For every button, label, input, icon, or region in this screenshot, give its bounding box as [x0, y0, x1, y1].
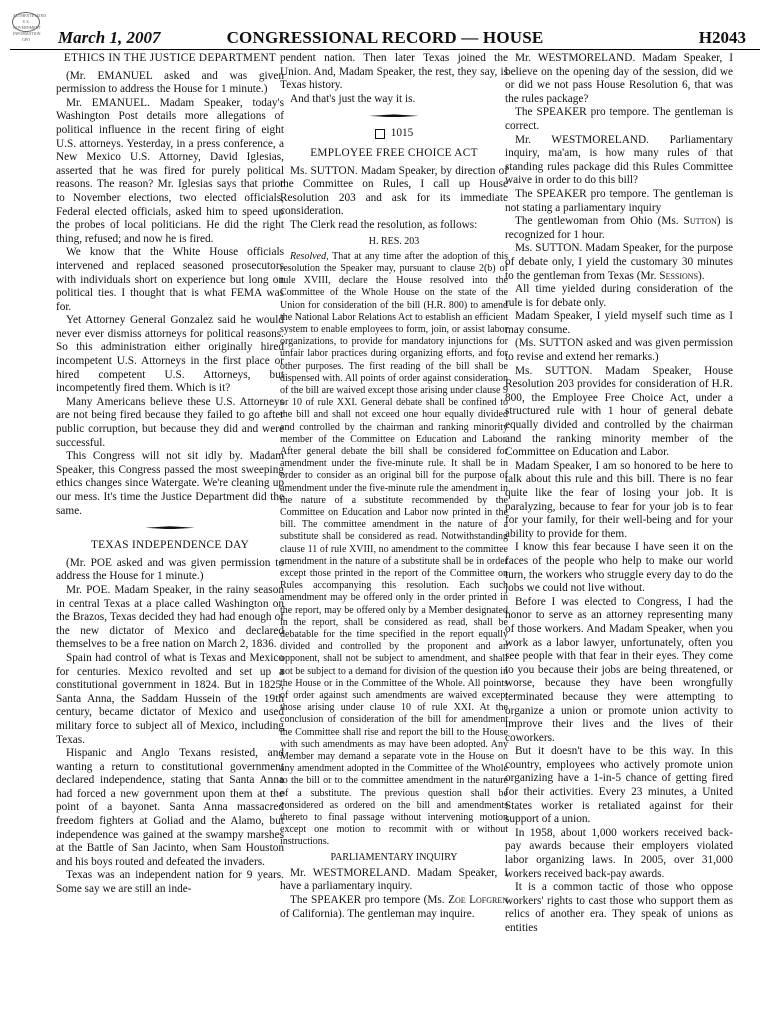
section-heading-texas: TEXAS INDEPENDENCE DAY	[90, 539, 250, 552]
section-heading-efca: EMPLOYEE FREE CHOICE ACT	[310, 146, 478, 159]
column-2	[280, 52, 508, 921]
column-3	[505, 52, 733, 936]
paragraph: And that's just the way it is.	[290, 92, 416, 105]
resolved-label: Resolved,	[290, 250, 329, 262]
resolution-text	[280, 251, 508, 849]
paragraph: Hispanic and Anglo Texans resisted, and wanting a return to constitutional government declared independence, stating that Santa Anna had forced a new government upon them at the point of a bayonet. Santa Anna massacred freedom fighters at Goliad and the Alamo, but independence was gained at the swampy marshes at the Battle of San Jacinto, when Sam Houston and his boys routed and defeated the invaders.	[56, 747, 284, 868]
paragraph: (Ms. SUTTON asked and was given permission to revise and extend her remarks.)	[505, 337, 733, 364]
section-separator	[145, 526, 195, 529]
seal-text-1: AUTHENTICATED	[13, 13, 47, 18]
paragraph: Yet Attorney General Gonzalez said he would never ever dismiss attorneys for political reasons. So this administration either originally hired incompetent U.S. Attorneys in the first place or hired competent U.S. Attorneys, but incompetently fired them. Which is it?	[56, 314, 284, 395]
member-name: Sutton	[683, 215, 717, 228]
issue-date: March 1, 2007	[58, 28, 161, 47]
paragraph: Madam Speaker, I yield myself such time as I may consume.	[505, 310, 733, 336]
paragraph: Ms. SUTTON. Madam Speaker, House Resolution 203 provides for consideration of H.R. 800, the Employee Free Choice Act, under a structured rule with 1 hour of general debate equally divided and controlled by the chairman and the ranking minority member of the Committee on Education and Labor.	[505, 364, 733, 459]
seal-text-4: GPO	[21, 37, 30, 42]
member-name: Zoe Lofgren	[448, 894, 508, 907]
paragraph: It is a common tactic of those who oppose workers' rights to cast those who support them as relics of another era. They speak of unions as entities	[505, 881, 733, 934]
paragraph: In 1958, about 1,000 workers received back-pay awards because their employers violated labor organizing laws. In 2005, over 31,000 workers received back-pay awards.	[505, 826, 733, 880]
text-run: of California). The gentleman may inquire.	[280, 907, 475, 920]
text-run: Ms. SUTTON. Madam Speaker, for the purpose of debate only, I yield the customary 30 minutes to the gentleman from Texas (Mr.	[505, 242, 733, 282]
paragraph: Mr. WESTMORELAND. Parliamentary inquiry, ma'am, is how many rules of that standing rules package did this Rules Committee waive in order to do this bill?	[505, 133, 733, 187]
paragraph	[280, 894, 508, 921]
section-heading-ethics: ETHICS IN THE JUSTICE DEPARTMENT	[63, 52, 277, 64]
paragraph: (Mr. EMANUEL asked and was given permission to address the House for 1 minute.)	[56, 69, 284, 96]
text-run: ) is recognized for 1 hour.	[505, 215, 734, 241]
paragraph: Many Americans believe these U.S. Attorneys are not being fired because they failed to go after public corruption, but because they did and were successful.	[56, 395, 284, 449]
page-header	[10, 12, 760, 52]
paragraph: But it doesn't have to be this way. In this country, employees who actively promote union organizing have a 1-in-5 chance of getting fired for their activities. Every 23 minutes, a United States worker is retaliated against for their support of a union.	[505, 745, 733, 826]
paragraph: The SPEAKER pro tempore. The gentleman is not stating a parliamentary inquiry	[505, 187, 733, 214]
header-rule	[10, 49, 760, 50]
paragraph: pendent nation. Then later Texas joined the Union. And, Madam Speaker, the rest, they say, is Texas history.	[280, 52, 508, 92]
seal-text-3: INFORMATION	[13, 31, 41, 36]
text-run: The gentlewoman from Ohio (Ms.	[515, 215, 684, 228]
paragraph: I know this fear because I have seen it on the faces of the people who help to make our world turn, the workers who struggle every day to do the jobs we could not live without.	[505, 541, 733, 595]
paragraph: Mr. EMANUEL. Madam Speaker, today's Washington Post details more allegations of political influence in the recent firing of eight U.S. attorneys. Yesterday, in a press conference, a New Mexico U.S. Attorney, David Iglesias, asserted that he was fired for purely political reasons. The reason? Mr. Iglesias says that prior to November elections, two elected officials, Federal elected officials, asked him to speed up the probes of local politicians. He did the right thing, refused; and now he is fired.	[56, 96, 284, 245]
paragraph: We know that the White House officials intervened and replaced seasoned prosecutors with individuals short on experience but long on political ties. I thought that is what FEMA was for.	[56, 246, 284, 313]
paragraph: (Mr. POE asked and was given permission to address the House for 1 minute.)	[56, 556, 284, 583]
column-1	[56, 52, 284, 897]
paragraph: Ms. SUTTON. Madam Speaker, by direction of the Committee on Rules, I call up House Resolution 203 and ask for its immediate consideration.	[280, 164, 508, 218]
resolution-title: H. RES. 203	[368, 235, 420, 247]
page-number: H2043	[698, 28, 746, 47]
paragraph: This Congress will not sit idly by. Madam Speaker, this Congress passed the most sweeping ethics changes since Watergate. We're cleaning up our mess. It's time the Justice Department did the same.	[56, 450, 284, 517]
paragraph: All time yielded during consideration of the rule is for debate only.	[505, 283, 733, 309]
text-run: ).	[698, 269, 705, 282]
subheading-inquiry: PARLIAMENTARY INQUIRY	[330, 851, 458, 863]
member-name: Sessions	[659, 269, 699, 282]
resolution-body: That at any time after the adoption of this resolution the Speaker may, pursuant to clause 2(b) of rule XVIII, declare the House resolved into the Committee of the Whole House on the state of the Union for consideration of the bill (H.R. 800) to amend the National Labor Relations Act to establish an efficient system to enable employees to form, join, or assist labor organizations, to provide for mandatory injunctions for unfair labor practices during organizing efforts, and for other purposes. The first reading of the bill shall be dispensed with. All points of order against consideration of the bill are waived except those arising under clause 9 or 10 of rule XXI. General debate shall be confined to the bill and shall not exceed one hour equally divided and controlled by the chairman and ranking minority member of the Committee on Education and Labor. After general debate the bill shall be considered for amendment under the five-minute rule. It shall be in order to consider as an original bill for the purpose of amendment under the five-minute rule the amendment in the nature of a substitute recommended by the Committee on Education and Labor now printed in the bill. The committee amendment in the nature of a substitute shall be considered as read. Notwithstanding clause 11 of rule XVIII, no amendment to the committee amendment in the nature of a substitute shall be in order except those printed in the report of the Committee on Rules accompanying this resolution. Each such amendment may be offered only in the order printed in the report, may be offered only by a Member designated in the report, shall be considered as read, shall be debatable for the time specified in the report equally divided and controlled by the proponent and an opponent, shall not be subject to amendment, and shall not be subject to a demand for division of the question in the House or in the Committee of the Whole. All points of order against such amendments are waived except those arising under clause 10 of rule XXI. At the conclusion of consideration of the bill for amendment the Committee shall rise and report the bill to the House with such amendments as may have been adopted. Any Member may demand a separate vote in the House on any amendment adopted in the Committee of the Whole to the bill or to the committee amendment in the nature of a substitute. The previous question shall be considered as ordered on the bill and amendments thereto to final passage without intervening motion except one motion to recommit with or without instructions.	[280, 250, 509, 848]
time-marker	[280, 127, 508, 141]
paragraph: Mr. WESTMORELAND. Madam Speaker, I believe on the opening day of the session, did we or did we not pass House Resolution 6, that was the rules package?	[505, 52, 733, 105]
paragraph: Mr. POE. Madam Speaker, in the rainy season in central Texas at a place called Washington on the Brazos, Texas decided they had had enough of the new dictator of Mexico and declared themselves to be a free nation on March 2, 1836.	[56, 583, 284, 651]
time-code: 1015	[390, 127, 414, 140]
paragraph: The Clerk read the resolution, as follows:	[290, 218, 478, 231]
paragraph: Mr. WESTMORELAND. Madam Speaker, I have a parliamentary inquiry.	[280, 866, 508, 893]
publication-title: CONGRESSIONAL RECORD — HOUSE	[226, 28, 544, 47]
paragraph: Madam Speaker, I am so honored to be here to talk about this rule and this bill. There is no fear quite like the fear of losing your job. It is paralyzing, because to fear for your job is to fear for your family, for their well-being and for your ability to provide for them.	[505, 459, 733, 540]
paragraph: Spain had control of what is Texas and Mexico for centuries. Mexico revolted and set up a constitutional government in 1824. But in 1825, Santa Anna, the Saddam Hussein of the 19th century, became dictator of Mexico and used military force to subject all of Mexico, including Texas.	[56, 651, 284, 746]
paragraph	[505, 215, 733, 242]
square-icon	[375, 129, 385, 139]
paragraph: The SPEAKER pro tempore. The gentleman is correct.	[505, 106, 733, 132]
seal-text-2: U.S. GOVERNMENT	[13, 19, 41, 30]
paragraph: Before I was elected to Congress, I had the honor to serve as an attorney representing many of those workers. And Madam Speaker, when you work as a labor lawyer, unfortunately, often you see people with that fear in their eyes. They come to you because their jobs are being threatened, or worse, because they have been wrongfully terminated because they were attempting to organize a union or promote union activity to improve their lives and the lives of their coworkers.	[505, 595, 733, 744]
text-run: The SPEAKER pro tempore (Ms.	[290, 894, 449, 907]
paragraph: Texas was an independent nation for 9 years. Some say we are still an inde-	[56, 869, 284, 896]
section-separator	[369, 114, 419, 117]
paragraph	[505, 242, 733, 283]
